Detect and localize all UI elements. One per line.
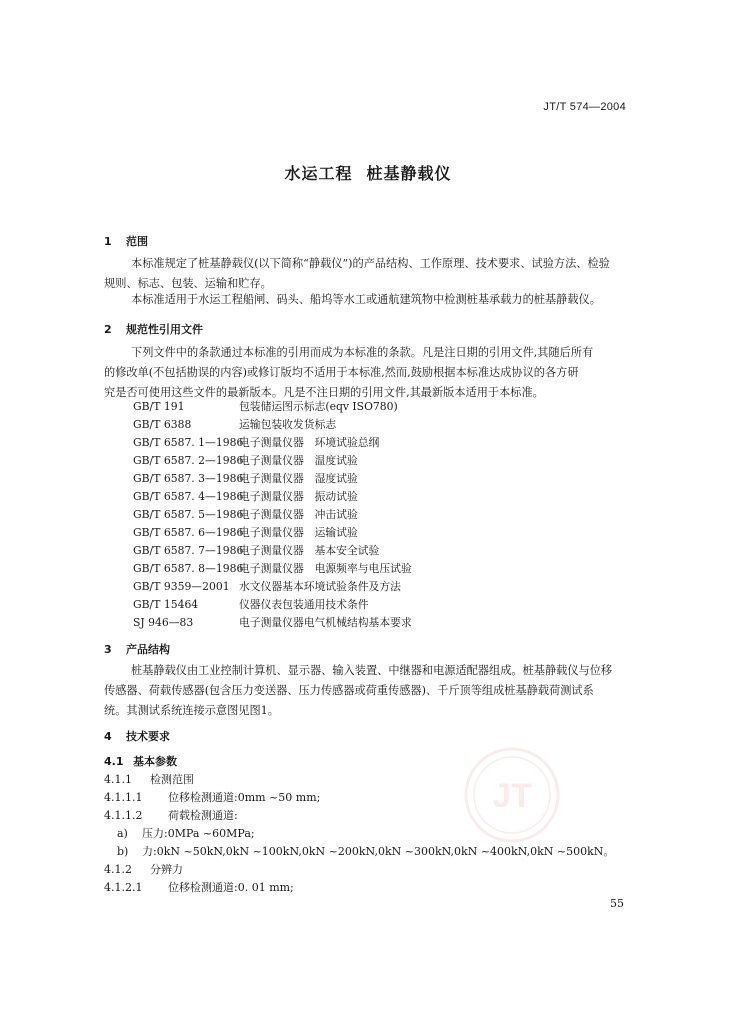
reference-item: GB/T 6587. 5—1986电子测量仪器 冲击试验 (133, 508, 358, 521)
section-2-paragraph: 下列文件中的条款通过本标准的引用而成为本标准的条款。凡是注日期的引用文件,其随后所有 的修改单(不包括勘误的内容)或修订版均不适用于本标准,然而,鼓励根据本标准达成协议的各方研 究是否可使用这些文件的最新版本。凡是不注日期的引用文件,其最新版本适用于本标准。 (104, 346, 594, 399)
reference-item: GB/T 6388 运输包装收发货标志 (133, 418, 337, 431)
reference-item: GB/T 6587. 1—1986电子测量仪器 环境试验总纲 (133, 436, 380, 449)
clause-4-1-1-2: 4.1.1.2 荷载检测通道: (104, 809, 238, 822)
clause-4-1-1: 4.1.1 检测范围 (104, 773, 194, 786)
title-part-2: 桩基静载仪 (366, 164, 452, 183)
reference-item: GB/T 15464 仪器仪表包装通用技术条件 (133, 598, 369, 611)
section-1-heading: 1 范围 (104, 235, 148, 248)
reference-item: GB/T 6587. 7—1986电子测量仪器 基本安全试验 (133, 544, 380, 557)
clause-4-1: 4.1 基本参数 (104, 755, 177, 768)
reference-item: GB/T 6587. 8—1986电子测量仪器 电源频率与电压试验 (133, 562, 412, 575)
clause-4-1-2: 4.1.2 分辨力 (104, 863, 183, 876)
section-3-paragraph: 桩基静载仪由工业控制计算机、显示器、输入装置、中继器和电源适配器组成。桩基静载仪与位移 传感器、荷载传感器(包含压力变送器、压力传感器或荷重传感器)、千斤顶等组成桩基静载荷测试系 统。其测试系统连接示意图见图1。 (104, 664, 613, 717)
reference-item: GB/T 6587. 4—1986电子测量仪器 振动试验 (133, 490, 358, 503)
watermark-text: JT (492, 777, 532, 815)
clause-4-1-1-1: 4.1.1.1 位移检测通道:0mm ~50 mm; (104, 791, 321, 804)
document-title (0, 161, 736, 184)
reference-item: GB/T 191 包装储运图示标志(eqv ISO780) (133, 400, 398, 413)
reference-item: SJ 946—83 电子测量仪器电气机械结构基本要求 (133, 616, 412, 629)
reference-item: GB/T 9359—2001 水文仪器基本环境试验条件及方法 (133, 580, 401, 593)
reference-item: GB/T 6587. 6—1986电子测量仪器 运输试验 (133, 526, 358, 539)
reference-item: GB/T 6587. 2—1986电子测量仪器 温度试验 (133, 454, 358, 467)
jt-watermark-seal (462, 745, 562, 845)
reference-item: GB/T 6587. 3—1986电子测量仪器 湿度试验 (133, 472, 358, 485)
list-item-b: b) 力:0kN ~50kN,0kN ~100kN,0kN ~200kN,0kN ~300kN,0kN ~400kN,0kN ~500kN。 (117, 845, 615, 858)
standard-code: JT/T 574—2004 (543, 101, 626, 113)
page-number: 55 (610, 897, 624, 910)
section-1-paragraph-1: 本标准规定了桩基静载仪(以下简称“静载仪”)的产品结构、工作原理、技术要求、试验方法、检验 规则、标志、包装、运输和贮存。 (104, 257, 610, 290)
section-2-heading: 2 规范性引用文件 (104, 323, 203, 336)
section-4-heading: 4 技术要求 (104, 730, 170, 743)
section-3-heading: 3 产品结构 (104, 643, 170, 656)
section-1-paragraph-2: 本标准适用于水运工程船闸、码头、船坞等水工或通航建筑物中检测桩基承载力的桩基静载仪。 (131, 293, 601, 306)
title-part-1: 水运工程 (284, 164, 353, 183)
list-item-a: a) 压力:0MPa ~60MPa; (117, 827, 255, 840)
clause-4-1-2-1: 4.1.2.1 位移检测通道:0. 01 mm; (104, 881, 294, 894)
